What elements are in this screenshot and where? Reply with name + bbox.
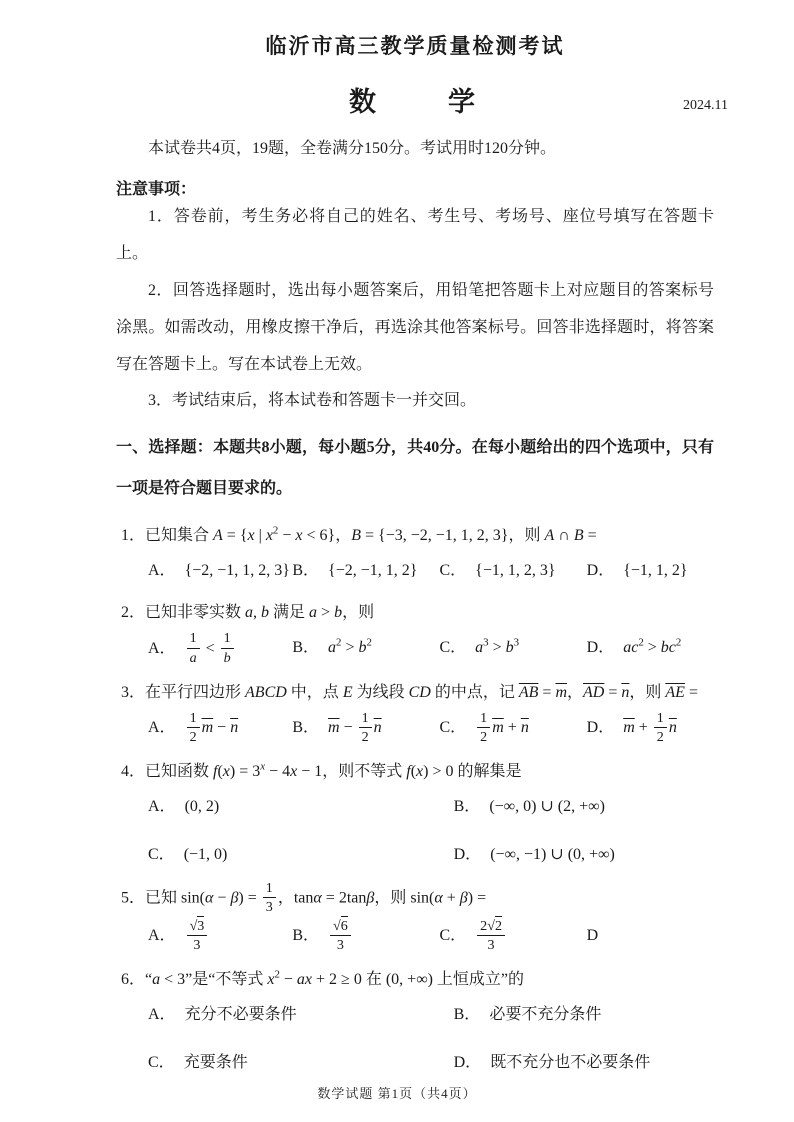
question-5-option-d [587, 919, 714, 954]
question-2-stem: 2．已知非零实数 a, b 满足 a > b，则 [121, 604, 375, 622]
question-2-option-c [439, 631, 586, 666]
question-6 [116, 964, 714, 1079]
option-value: {−1, 1, 2, 3} [475, 561, 556, 579]
option-label: A． [148, 561, 176, 579]
question-5-option-b [292, 919, 439, 954]
question-6-option-a [148, 998, 454, 1032]
notice-item-2: 2．回答选择题时，选出每小题答案后，用铅笔把答题卡上对应题目的答案标号涂黑。如需改动，用橡皮擦干净后，再选涂其他答案标号。回答非选择题时，将答案写在答题卡上。写在本试卷上无效。 [116, 281, 714, 373]
option-label: C． [439, 639, 467, 657]
question-2-option-d [587, 631, 714, 666]
option-value: {−1, 1, 2} [623, 561, 688, 579]
option-value: 充要条件 [183, 1053, 248, 1071]
question-4-option-c [148, 838, 454, 872]
exam-date: 2024.11 [683, 98, 728, 113]
question-2-options [116, 631, 714, 666]
option-value: $\overline{m}$ + $\frac{1}{2}$ $\overline{n}$ [623, 709, 677, 745]
option-label: C． [148, 1053, 175, 1071]
question-3-stem: 3．在平行四边形 ABCD 中，点 E 为线段 CD 的中点，记 $\overline{AB} = \overline{m}$，$\overline{AD} = \overline{n}$，则 $\overline{AE}$ = [121, 683, 698, 701]
question-4-options [116, 790, 714, 871]
notice-item-1: 1．答卷前，考生务必将自己的姓名、考生号、考场号、座位号填写在答题卡上。 [116, 208, 714, 263]
option-label: B． [292, 639, 320, 657]
option-label: D． [586, 561, 615, 579]
question-2-option-a [148, 631, 292, 666]
question-3 [116, 677, 714, 746]
question-5-stem: 5．已知 sin(α − β) = $\frac{1}{3}$ ，tanα = 2tanβ，则 sin(α + β) = [121, 880, 487, 916]
option-value: {−2, −1, 1, 2} [328, 561, 418, 579]
option-label: A． [148, 798, 176, 816]
option-value: $a^3 > b^3$ [475, 637, 520, 657]
question-2 [116, 597, 714, 666]
option-value: $\frac{√3}{3}$ [185, 927, 210, 944]
option-value: (−1, 0) [183, 845, 228, 863]
option-value: $\overline{m}$ − $\frac{1}{2}$ $\overline{n}$ [328, 709, 382, 745]
option-value: $\frac{√6}{3}$ [328, 927, 353, 944]
option-label: B． [453, 798, 481, 816]
question-5-options [116, 919, 714, 954]
question-1-option-c [439, 554, 586, 588]
option-label: A． [148, 639, 176, 657]
option-label: B． [453, 1006, 481, 1024]
option-label: B． [292, 561, 320, 579]
question-1-option-b [292, 554, 439, 588]
option-value: $\frac{1}{2}$ $\overline{m} + \overline{n}$ [475, 719, 529, 736]
question-3-option-d [587, 711, 714, 746]
option-label: A． [148, 1006, 176, 1024]
section-one-heading: 一、选择题：本题共8小题，每小题5分，共40分。在每小题给出的四个选项中，只有一项是符合题目要求的。 [116, 439, 714, 497]
notice-item-3: 3．考试结束后，将本试卷和答题卡一并交回。 [148, 392, 477, 410]
question-6-option-c [148, 1046, 454, 1080]
exam-intro: 本试卷共4页，19题，全卷满分150分。考试用时120分钟。 [148, 140, 557, 157]
question-4-option-d [454, 838, 714, 872]
question-3-option-c [439, 711, 586, 746]
question-5-option-c [439, 919, 586, 954]
question-1-option-a [148, 554, 292, 588]
option-value: 必要不充分条件 [489, 1006, 602, 1024]
option-value: (−∞, 0) ∪ (2, +∞) [489, 798, 605, 816]
option-label: C． [439, 927, 467, 945]
question-4-option-b [454, 790, 714, 824]
option-value: (0, 2) [184, 798, 220, 816]
option-value: $\frac{1}{2}$ $\overline{m} - \overline{n}$ [185, 719, 239, 736]
option-value: $a^2 > b^2$ [328, 637, 372, 657]
question-6-option-b [454, 998, 714, 1032]
option-label: C． [439, 719, 467, 737]
option-label: C． [148, 845, 175, 863]
option-label: C． [439, 561, 467, 579]
notice-heading: 注意事项： [116, 181, 197, 199]
option-label: D． [586, 719, 615, 737]
question-4 [116, 756, 714, 871]
subject-title: 数 学 [349, 87, 481, 117]
question-4-stem: 4．已知函数 $f(x) = 3^x - 4x - 1$，则不等式 f(x) > 0 的解集是 [121, 760, 522, 781]
page-title: 临沂市高三教学质量检测考试 [265, 34, 565, 58]
question-1-option-d [587, 554, 714, 588]
option-value: $\frac{1}{a}$ < $\frac{1}{b}$ [185, 640, 236, 657]
option-label: A． [148, 927, 176, 945]
option-value: $\frac{2√2}{3}$ [475, 927, 507, 944]
option-label: D． [453, 1053, 482, 1071]
question-1 [116, 520, 714, 588]
question-4-option-a [148, 790, 454, 824]
option-value: 既不充分也不必要条件 [490, 1053, 651, 1071]
option-value: {−2, −1, 1, 2, 3} [184, 561, 290, 579]
option-value: $ac^2 > bc^2$ [623, 637, 682, 657]
question-1-options [116, 554, 714, 588]
option-label: B． [292, 927, 320, 945]
subject-row [116, 80, 728, 117]
option-label: B． [292, 719, 320, 737]
option-label: A． [148, 719, 176, 737]
page-footer: 数学试题 第1页（共4页） [317, 1086, 477, 1101]
question-6-stem: 6．“a < 3”是“不等式 $x^2$ − ax + 2 ≥ 0 在 (0, +∞) 上恒成立”的 [121, 968, 525, 989]
question-2-option-b [292, 631, 439, 666]
option-value: (−∞, −1) ∪ (0, +∞) [490, 845, 615, 863]
option-label: D． [586, 639, 615, 657]
question-6-option-d [454, 1046, 714, 1080]
question-6-options [116, 998, 714, 1079]
question-3-option-b [292, 711, 439, 746]
question-5-option-a [148, 919, 292, 954]
option-label: D [586, 926, 599, 944]
question-1-stem: 1．已知集合 A = {x | $x^2 - x < 6$}，B = {−3, −2, −1, 1, 2, 3}，则 A ∩ B = [121, 524, 597, 544]
question-3-option-a [148, 711, 292, 746]
question-5 [116, 881, 714, 954]
option-value: 充分不必要条件 [184, 1006, 297, 1024]
question-3-options [116, 711, 714, 746]
option-label: D． [453, 845, 482, 863]
